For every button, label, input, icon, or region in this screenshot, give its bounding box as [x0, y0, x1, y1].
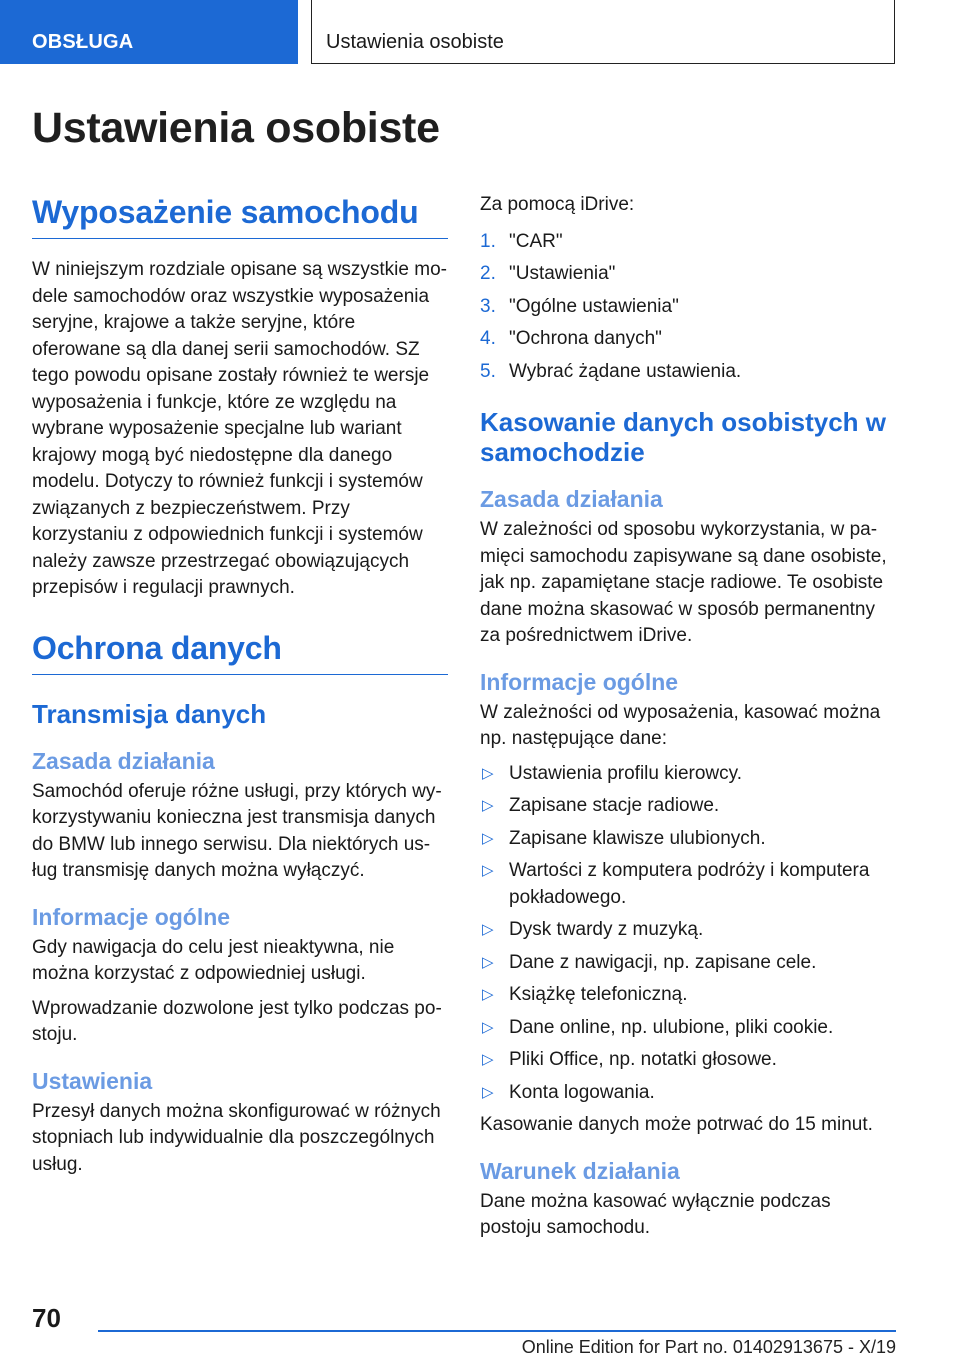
duration-text: Kasowanie danych może potrwać do 15 minut. [480, 1114, 873, 1135]
triangle-bullet-icon: ▷ [482, 797, 494, 814]
footer-divider [98, 1330, 896, 1332]
triangle-bullet-icon: ▷ [482, 921, 494, 938]
footer-edition: Online Edition for Part no. 01402913675 - X/19 [521, 1337, 896, 1357]
step-number: 4. [480, 328, 496, 349]
transmission-heading: Transmisja danych [32, 698, 267, 729]
left-column [32, 192, 448, 1186]
header-chapter-box: Ustawienia osobiste [311, 0, 895, 64]
bullet-text: Książkę telefoniczną. [509, 984, 688, 1005]
bullet-text: Dane z nawigacji, np. zapisane cele. [509, 951, 817, 973]
step-text: "Ogólne ustawienia" [509, 295, 679, 317]
triangle-bullet-icon: ▷ [482, 1051, 494, 1068]
page-number: 70 [32, 1303, 61, 1333]
bullet-text: Dane online, np. ulubione, pliki cookie. [509, 1016, 834, 1038]
list-item [480, 359, 896, 386]
equipment-heading: Wyposażenie samochodu [32, 192, 448, 239]
list-item [480, 294, 896, 321]
delete-data-heading: Kasowanie danych osobistych w samochodzie [480, 407, 886, 467]
bullet-text: Ustawienia profilu kierowcy. [509, 762, 743, 784]
general-info-text-2: Wprowadzanie dozwolone jest tylko podczas postoju. [32, 997, 442, 1045]
triangle-bullet-icon: ▷ [482, 764, 494, 782]
bullet-text: Zapisane klawisze ulubionych. [509, 827, 766, 849]
list-item [480, 1015, 896, 1042]
list-item [480, 261, 896, 288]
list-item [480, 858, 896, 911]
header-section-tab: OBSŁUGA [0, 0, 298, 64]
triangle-bullet-icon: ▷ [482, 953, 494, 971]
right-column [480, 192, 896, 1250]
list-item [480, 1047, 896, 1074]
step-number: 3. [480, 295, 496, 317]
bullet-text: Wartości z komputera podróży i komputera pokładowego. [509, 860, 870, 908]
step-number: 5. [480, 360, 496, 382]
list-item [480, 761, 896, 788]
principle-text: Samochód oferuje różne usługi, przy których wykorzystywaniu konieczna jest transmisja danych do BMW lub innego serwisu. Dla niektórych usług transmisję danych można wyłączyć. [32, 780, 442, 881]
bullet-text: Zapisane stacje radiowe. [509, 795, 720, 816]
triangle-bullet-icon: ▷ [482, 829, 494, 847]
delete-principle-text: W zależności od sposobu wykorzystania, w pamięci samochodu zapisywane są dane osobiste, jak np. zapamiętane stacje radiowe. Te osobiste dane można skasować w sposób permanentny za pośrednictwem iDrive. [480, 519, 887, 646]
delete-principle-heading: Zasada działania [480, 486, 663, 512]
list-item [480, 826, 896, 853]
step-text: "Ochrona danych" [509, 328, 662, 349]
privacy-heading: Ochrona danych [32, 628, 448, 675]
triangle-bullet-icon: ▷ [482, 986, 494, 1003]
step-text: "Ustawienia" [509, 263, 616, 284]
idrive-steps-list [480, 229, 896, 386]
delete-general-text: W zależności od wyposażenia, kasować można np. następujące dane: [480, 701, 881, 749]
bullet-text: Konta logowania. [509, 1081, 655, 1103]
list-item [480, 326, 896, 353]
condition-heading: Warunek działania [480, 1157, 680, 1184]
page-title: Ustawienia osobiste [32, 104, 440, 152]
list-item [480, 229, 896, 256]
triangle-bullet-icon: ▷ [482, 1018, 494, 1036]
list-item [480, 793, 896, 820]
step-number: 2. [480, 263, 496, 284]
triangle-bullet-icon: ▷ [482, 862, 494, 879]
bullet-text: Dysk twardy z muzyką. [509, 919, 704, 940]
list-item [480, 1080, 896, 1107]
triangle-bullet-icon: ▷ [482, 1083, 494, 1101]
step-text: "CAR" [509, 230, 563, 252]
delete-general-heading: Informacje ogólne [480, 668, 679, 695]
idrive-intro: Za pomocą iDrive: [480, 194, 635, 215]
list-item [480, 917, 896, 944]
condition-text: Dane można kasować wyłącznie podczas postoju samochodu. [480, 1190, 831, 1238]
settings-text: Przesył danych można skonfigurować w różnych stopniach lub indywidualnie dla poszczególnych usług. [32, 1100, 441, 1175]
settings-heading: Ustawienia [32, 1067, 153, 1094]
bullet-text: Pliki Office, np. notatki głosowe. [509, 1049, 777, 1070]
general-info-text-1: Gdy nawigacja do celu jest nieaktywna, nie można korzystać z odpowiedniej usługi. [32, 936, 395, 984]
list-item [480, 950, 896, 977]
list-item [480, 982, 896, 1009]
deletable-data-list [480, 761, 896, 1107]
general-info-heading: Informacje ogólne [32, 903, 231, 930]
step-text: Wybrać żądane ustawienia. [509, 360, 742, 382]
equipment-text: W niniejszym rozdziale opisane są wszystkie modele samochodów oraz wszystkie wyposażenia seryjne, krajowe a także seryjne, które oferowane są dla danej serii samochodów. SZ tego powodu opisane zostały również te wersje wyposażenia i funkcje, które ze względu na wybrane wyposażenie specjalne lub wariant krajowy mogą być niedostępne dla danego modelu. Dotyczy to również funkcji i systemów związanych z bezpieczeństwem. Przy korzystaniu z odpowiednich funkcji i systemów należy zawsze przestrzegać obowiązujących przepisów i regulacji prawnych. [32, 259, 447, 598]
step-number: 1. [480, 230, 496, 252]
principle-heading: Zasada działania [32, 747, 215, 774]
